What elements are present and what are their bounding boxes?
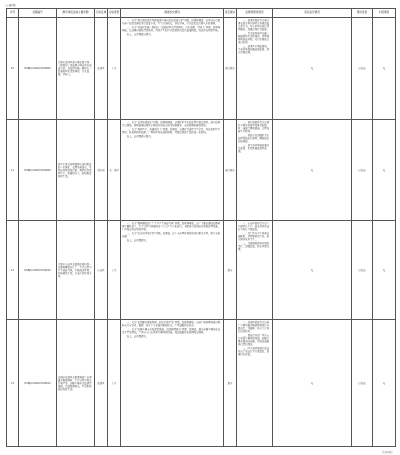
row-note: 无 [373, 18, 396, 120]
row-handling [237, 221, 273, 320]
row-district: 盐湖区 [95, 320, 108, 447]
handling-paragraph: 二、对厂区内生产设备实施断电、清理原料及产品，防止擅自恢复生产。 [238, 231, 270, 241]
row-verified: 部分属实 [224, 120, 237, 221]
header-district: 行政区域 [95, 9, 108, 18]
handling-paragraph: 二、责令取缔滨河东路一侧临时鸡毛清洗场所，清理现场残留废弃物，对污水排放口进行封堵。 [238, 31, 270, 44]
investigation-paragraph: 二、关于“夜间生产，机器噪音大”问题。经调查，该煤矿为连续生产企业，存在夜间生产情况。经夜间噪声监测，厂界噪声存在超标现象，对附近居民生活造成一定影响。 [122, 127, 221, 134]
handling-paragraph: 三、迎泽区市场监管局、生态环境局加强巡查监管，防止问题反弹。 [238, 44, 270, 54]
row-verified: 部分属实 [224, 18, 237, 120]
row-investigation [121, 18, 224, 120]
row-progress: 已办结 [352, 320, 373, 447]
row-seq: 13 [7, 320, 19, 447]
row-investigation [121, 320, 224, 447]
row-code: D3BJ4-202107029010 [19, 221, 57, 320]
handling-paragraph: 一、迎泽区政府责令郝庄镇农贸市场立即停止违规活禽宰杀行为，对宰杀区域进行清理整治，加强市场日常监管。 [238, 19, 270, 32]
row-note: 无 [373, 221, 396, 320]
handling-paragraph: 三、北格镇政府落实属地责任，加强巡查，防止问题反弹。 [238, 241, 270, 251]
investigation-paragraph: 二、关于“运输车辆未采取遮盖措施，沿途抛洒扬尘”问题。经调查，部分运输车辆存在苫盖不严的情况，厂区出入口未设置车辆冲洗设施，周边道路存在抛洒扬尘现象。 [122, 327, 221, 334]
handling-paragraph: 三、区生态环境部门依法对该厂违法行为立案查处，加强日常巡查。 [238, 346, 270, 356]
row-pollution: 大气 [108, 320, 121, 447]
row-note: 无 [373, 120, 396, 221]
row-progress: 已办结 [352, 18, 373, 120]
row-pollution: 大气 [108, 221, 121, 320]
investigation-paragraph: 综上，该问题属实。 [126, 334, 149, 338]
row-complaint: 运城市盐湖区北相镇某砖厂长期露天堆放物料，生产过程中粉尘污染严重，运输车辆未采取遮盖措施，沿途抛洒扬尘，严重影响周边村民生活。 [57, 320, 95, 447]
row-note: 无 [373, 320, 396, 447]
header-code: 受理编号 [19, 9, 57, 18]
table-row [7, 18, 396, 120]
row-code: D3BJ4-202107029012 [19, 320, 57, 447]
header-note: 问责情况 [373, 9, 396, 18]
row-seq: 10 [7, 18, 19, 120]
row-code: D3BJ4-202107029005 [19, 18, 57, 120]
table-header-row [7, 9, 396, 18]
row-verified: 属实 [224, 221, 237, 320]
header-handling: 处理和整改情况 [237, 9, 273, 18]
row-verified: 属实 [224, 320, 237, 447]
row-investigation [121, 221, 224, 320]
row-pollution: 水、噪声 [108, 120, 121, 221]
header-complaint: 群众举报反映主要问题 [57, 9, 95, 18]
header-verified: 是否属实 [224, 9, 237, 18]
row-district: 小店区 [95, 221, 108, 320]
continued-footer: （下转C版） [380, 451, 394, 454]
handling-paragraph: 一、盐湖区政府责令该砖厂立即对露天堆放物料进行全面苫盖，对破碎、筛分工序进行封闭改造。 [238, 321, 270, 334]
row-code: D3BJ4-202107029009 [19, 120, 57, 221]
row-seq: 11 [7, 120, 19, 221]
row-accountability: 无 [273, 221, 352, 320]
handling-paragraph: 二、督促企业在厂区出入口安装车辆冲洗设施，运输车辆全部密闭运输，对周边道路进行清扫保洁。 [238, 333, 270, 346]
handling-paragraph: 一、小店区政府责令该厂立即停止生产，依法对其违法行为进行立案查处。 [238, 222, 270, 232]
investigation-paragraph: 综上，该问题属实。 [126, 238, 149, 242]
row-investigation [121, 120, 224, 221]
row-accountability: 无 [273, 320, 352, 447]
row-progress: 已办结 [352, 120, 373, 221]
row-accountability: 无 [273, 18, 352, 120]
header-investigation: 调查核实情况 [121, 9, 224, 18]
row-district: 迎泽区 [95, 18, 108, 120]
table-row [7, 221, 396, 320]
row-pollution: 大气 [108, 18, 121, 120]
table-row [7, 320, 396, 447]
row-handling [237, 120, 273, 221]
continued-label: （上接C版） [4, 4, 18, 7]
header-progress: 整改进度 [352, 9, 373, 18]
row-complaint: 太原市迎泽区郝庄镇农贸市场（回民村）活禽屠宰场内存在活禽宰杀、在滨河东路一侧设有一处临时鸡毛清洗场所，污水直排，臭味大。 [57, 18, 95, 120]
handling-paragraph: 三、县生态环境局加强日常监管，定期开展监督性监测。 [238, 143, 270, 153]
handling-paragraph: 二、督促企业加强矿井水处理设施运行管理，确保稳定达标排放。 [238, 133, 270, 143]
investigation-paragraph: 综上，该问题部分属实。 [126, 32, 154, 36]
investigation-paragraph: 一、关于“长期露天堆放物料，粉尘污染严重”问题。经现场调查，该砖厂原料堆场部分物料未完全苫盖，破碎、筛分工序无组织排放粉尘，厂区道路积尘较多。 [122, 321, 221, 328]
row-progress: 已办结 [352, 221, 373, 320]
row-district: 灵石县 [95, 120, 108, 221]
complaint-table [6, 8, 396, 447]
header-pollution: 污染类型 [108, 9, 121, 18]
header-accountability: 责任追究情况 [273, 9, 352, 18]
row-handling [237, 18, 273, 120]
row-complaint: 晋中市灵石县两渡镇王禹村附近的一家煤矿，长期外排废水，对周边环境造成污染；煤矿经常夜间生产，机器噪音大，影响附近居民生活。 [57, 120, 95, 221]
investigation-paragraph: 一、关于“塑料颗粒加工厂生产产生刺鼻气味”问题。经现场调查，该厂主要从事废旧塑料再生颗粒加工，生产过程中熔融挤出工序会产生有机废气，未配套有效的废气收集处理设施，厂区周边存在明显异味。 [122, 222, 221, 232]
investigation-paragraph: 一、关于“郝庄镇农贸市场活禽屠宰场内存在活禽宰杀”问题。经现场调查，该区域内有部分商户在固定摊位进行活禽宰杀，卫生状况较差，存在异味，污水经沉淀后排入市政管网。 [122, 19, 221, 26]
header-seq: 序号 [7, 9, 19, 18]
row-handling [237, 320, 273, 447]
investigation-paragraph: 综上，该问题部分属实。 [126, 134, 154, 138]
row-accountability: 无 [273, 120, 352, 221]
investigation-paragraph: 二、关于“无任何环保手续”问题。经调查，该厂未办理环境影响评价相关手续，属于未批先建。 [122, 231, 221, 238]
investigation-paragraph: 一、关于“长期外排废水”问题。经现场调查，该煤矿矿井水经处理后部分回用，部分经排污口排放，现场监测结果显示排放水质符合相关标准要求，未发现超标排放情况。 [122, 121, 221, 128]
handling-paragraph: 一、灵石县政府责令该煤矿立即对高噪声设备采取隔声、减振等降噪措施，合理安排生产时间。 [238, 121, 270, 134]
row-complaint: 太原市小店区北格镇北格村的一家塑料颗粒加工厂，生产过程中产生刺鼻气味，污染周边环境，影响居民生活，且无任何环保手续。 [57, 221, 95, 320]
row-seq: 12 [7, 221, 19, 320]
investigation-paragraph: 二、关于“在滨河东路一侧设有一处临时鸡毛清洗场所，污水直排，臭味大”问题。经现场调查，该处确有临时清洗场所，清洗产生的污水经简易沉淀后直接排放，周边存在明显异味。 [122, 25, 221, 32]
table-row [7, 120, 396, 221]
